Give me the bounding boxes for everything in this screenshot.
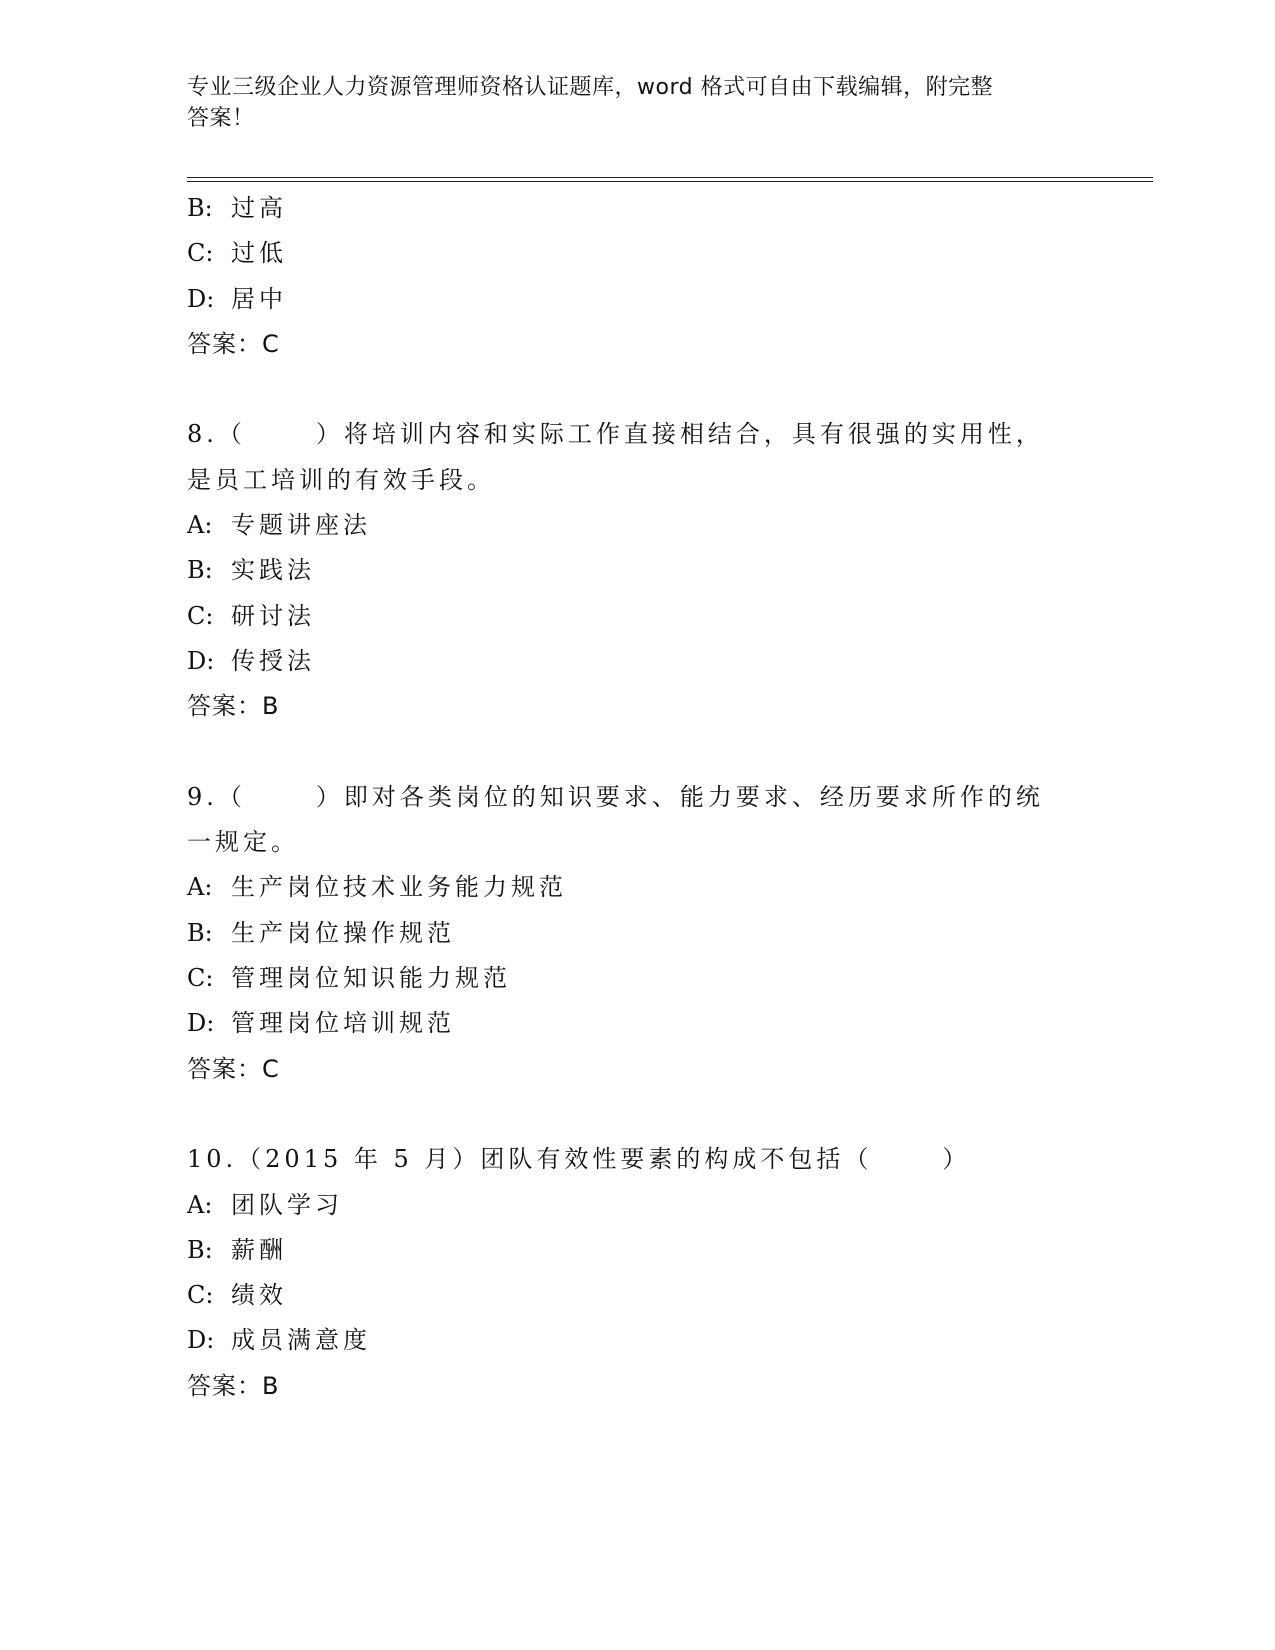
- option-letter: A:: [187, 873, 213, 902]
- question-10: [187, 1137, 1087, 1409]
- option-letter: B:: [187, 556, 213, 585]
- header-line-1: 专业三级企业人力资源管理师资格认证题库，word 格式可自由下载编辑，附完整: [187, 75, 994, 100]
- option-a: [187, 503, 1087, 548]
- option-letter: B:: [187, 918, 213, 947]
- option-letter: D:: [187, 1326, 215, 1355]
- spacer: [187, 1092, 1087, 1137]
- option-c: [187, 1273, 1087, 1318]
- option-text: 生产岗位操作规范: [231, 918, 455, 947]
- question-prefix: 8.（: [187, 420, 246, 449]
- option-d: [187, 1001, 1087, 1046]
- option-text: 传授法: [231, 646, 315, 675]
- page-header: [187, 72, 1067, 134]
- option-c: [187, 231, 1087, 276]
- question-stem-line-1: [187, 412, 1087, 457]
- option-letter: C:: [187, 964, 214, 993]
- option-letter: C:: [187, 239, 214, 268]
- option-b: [187, 186, 1087, 231]
- option-text: 研讨法: [231, 601, 315, 630]
- question-stem-line-1: [187, 1137, 1087, 1182]
- header-line-2: 答案！: [187, 106, 255, 131]
- option-d: [187, 639, 1087, 684]
- question-stem-line-2: 是员工培训的有效手段。: [187, 465, 495, 494]
- option-c: [187, 594, 1087, 639]
- option-text: 成员满意度: [231, 1326, 371, 1355]
- question-8: [187, 412, 1087, 729]
- answer: 答案：C: [187, 329, 280, 358]
- option-text: 管理岗位培训规范: [231, 1009, 455, 1038]
- answer: 答案：B: [187, 1371, 280, 1400]
- question-prefix: 10.（2015 年 5 月）团队有效性要素的构成不包括（: [187, 1145, 873, 1174]
- option-letter: B:: [187, 194, 213, 222]
- option-b: [187, 548, 1087, 593]
- option-letter: B:: [187, 1235, 213, 1264]
- option-b: [187, 911, 1087, 956]
- spacer: [187, 730, 1087, 775]
- option-text: 实践法: [231, 556, 315, 585]
- question-prefix: 9.（: [187, 782, 246, 811]
- answer: 答案：C: [187, 1054, 280, 1083]
- option-letter: C:: [187, 601, 214, 630]
- option-text: 管理岗位知识能力规范: [231, 964, 511, 993]
- option-letter: D:: [187, 1009, 215, 1038]
- option-text: 过低: [231, 239, 287, 268]
- question-suffix: ）: [942, 1145, 971, 1174]
- option-d: [187, 277, 1087, 322]
- option-text: 过高: [231, 194, 287, 222]
- option-text: 生产岗位技术业务能力规范: [231, 873, 567, 902]
- option-a: [187, 865, 1087, 910]
- option-text: 居中: [231, 284, 287, 313]
- option-letter: D:: [187, 284, 215, 313]
- header-divider-top: [187, 177, 1153, 178]
- option-text: 绩效: [231, 1281, 287, 1310]
- option-b: [187, 1228, 1087, 1273]
- option-letter: D:: [187, 646, 215, 675]
- option-d: [187, 1318, 1087, 1363]
- prev-question: [187, 186, 1087, 367]
- header-divider-bottom: [187, 181, 1153, 182]
- spacer: [187, 367, 1087, 412]
- option-letter: C:: [187, 1281, 214, 1310]
- option-text: 薪酬: [231, 1235, 287, 1264]
- option-a: [187, 1183, 1087, 1228]
- question-stem-line-1: [187, 775, 1087, 820]
- option-c: [187, 956, 1087, 1001]
- question-9: [187, 775, 1087, 1092]
- question-stem-line-2: 一规定。: [187, 828, 299, 857]
- document-body: [187, 186, 1087, 1409]
- question-stem-text: ）即对各类岗位的知识要求、能力要求、经历要求所作的统: [315, 782, 1044, 811]
- option-letter: A:: [187, 511, 213, 540]
- option-text: 团队学习: [231, 1190, 343, 1219]
- option-letter: A:: [187, 1190, 213, 1219]
- answer: 答案：B: [187, 692, 280, 721]
- option-text: 专题讲座法: [231, 511, 371, 540]
- question-stem-text: ）将培训内容和实际工作直接相结合，具有很强的实用性，: [315, 420, 1044, 449]
